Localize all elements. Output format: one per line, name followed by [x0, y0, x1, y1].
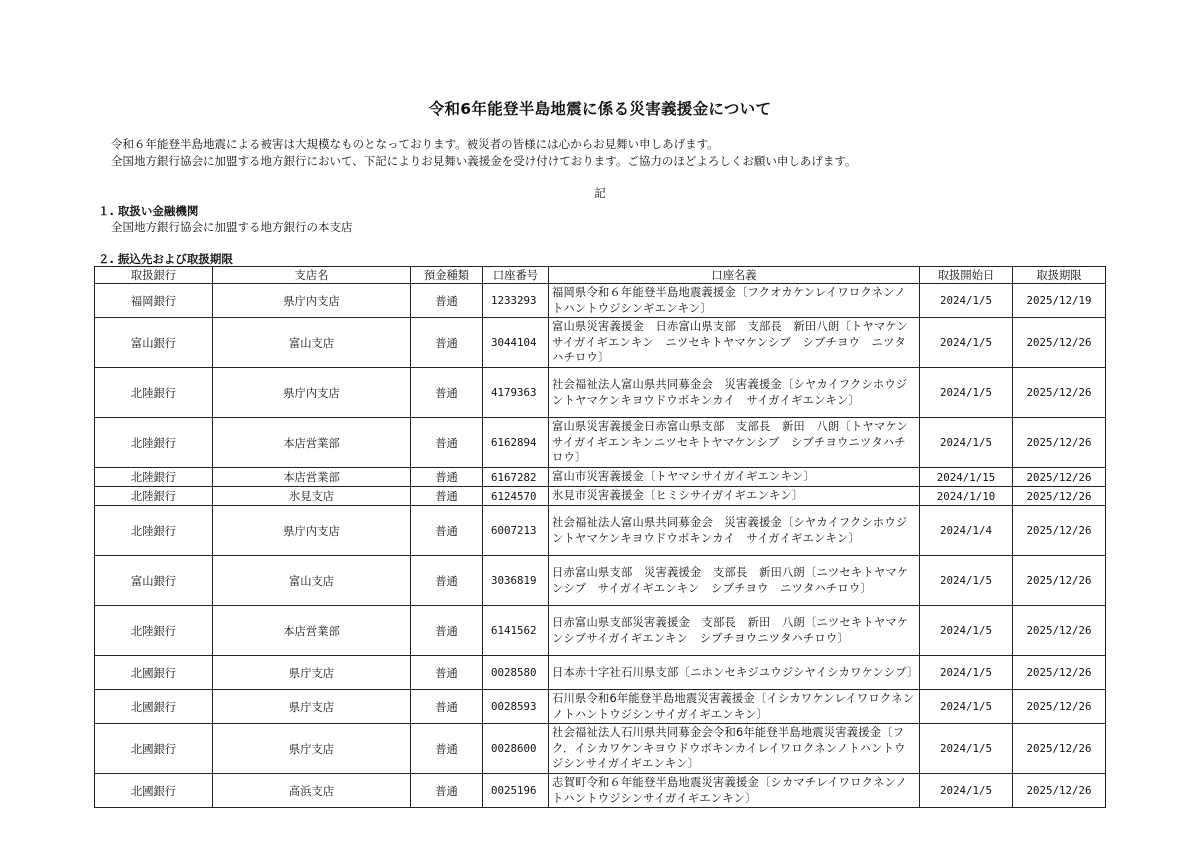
intro-line-1: 令和６年能登半島地震による被害は大規模なものとなっております。被災者の皆様には心からお見舞い申しあげます。: [111, 137, 719, 151]
cell-start-date: 2024/1/5: [920, 606, 1013, 656]
table-row: [95, 318, 1106, 368]
cell-account-number: 0028580: [483, 656, 549, 690]
cell-branch: 県庁支店: [213, 724, 411, 774]
cell-bank: 北陸銀行: [95, 368, 213, 418]
cell-bank: 北陸銀行: [95, 606, 213, 656]
cell-account-holder: 社会福祉法人富山県共同募金会 災害義援金〔シヤカイフクシホウジントヤマケンキヨウドウボキンカイ サイガイギエンキン〕: [549, 506, 920, 556]
cell-bank: 北陸銀行: [95, 468, 213, 487]
cell-account-holder: 富山市災害義援金〔トヤマシサイガイギエンキン〕: [549, 468, 920, 487]
cell-account-holder: 富山県災害義援金 日赤富山県支部 支部長 新田八朗〔トヤマケンサイガイギエンキン ニツセキトヤマケンシブ シブチヨウ ニツタハチロウ〕: [549, 318, 920, 368]
cell-end-date: 2025/12/26: [1013, 656, 1106, 690]
header-account-holder: 口座名義: [549, 267, 920, 284]
cell-branch: 県庁内支店: [213, 284, 411, 318]
cell-account-number: 6162894: [483, 418, 549, 468]
cell-account-number: 6007213: [483, 506, 549, 556]
cell-account-holder: 日赤富山県支部 災害義援金 支部長 新田八朗〔ニツセキトヤマケンシブ サイガイギエンキン シブチヨウ ニツタハチロウ〕: [549, 556, 920, 606]
header-bank: 取扱銀行: [95, 267, 213, 284]
cell-deposit-type: 普通: [411, 487, 483, 506]
cell-deposit-type: 普通: [411, 368, 483, 418]
cell-end-date: 2025/12/26: [1013, 506, 1106, 556]
cell-bank: 福岡銀行: [95, 284, 213, 318]
cell-account-number: 0028600: [483, 724, 549, 774]
section1-body: 全国地方銀行協会に加盟する地方銀行の本支店: [111, 220, 353, 234]
cell-branch: 県庁支店: [213, 656, 411, 690]
cell-account-number: 3036819: [483, 556, 549, 606]
cell-account-number: 6124570: [483, 487, 549, 506]
cell-account-holder: 社会福祉法人石川県共同募金会令和6年能登半島地震災害義援金〔フク．イシカワケンキヨウドウボキンカイレイワロクネンノトハントウジシンサイガイギエンキン〕: [549, 724, 920, 774]
cell-bank: 富山銀行: [95, 556, 213, 606]
cell-account-number: 4179363: [483, 368, 549, 418]
cell-branch: 本店営業部: [213, 606, 411, 656]
cell-deposit-type: 普通: [411, 774, 483, 808]
cell-branch: 富山支店: [213, 556, 411, 606]
cell-branch: 本店営業部: [213, 468, 411, 487]
cell-bank: 北國銀行: [95, 690, 213, 724]
table-body: [95, 284, 1106, 808]
table-row: [95, 487, 1106, 506]
header-account-number: 口座番号: [483, 267, 549, 284]
cell-account-holder: 社会福祉法人富山県共同募金会 災害義援金〔シヤカイフクシホウジントヤマケンキヨウドウボキンカイ サイガイギエンキン〕: [549, 368, 920, 418]
cell-start-date: 2024/1/5: [920, 556, 1013, 606]
cell-end-date: 2025/12/26: [1013, 418, 1106, 468]
cell-end-date: 2025/12/26: [1013, 724, 1106, 774]
table-row: [95, 724, 1106, 774]
cell-deposit-type: 普通: [411, 318, 483, 368]
cell-deposit-type: 普通: [411, 506, 483, 556]
cell-end-date: 2025/12/26: [1013, 556, 1106, 606]
cell-deposit-type: 普通: [411, 724, 483, 774]
cell-deposit-type: 普通: [411, 606, 483, 656]
cell-end-date: 2025/12/26: [1013, 690, 1106, 724]
cell-start-date: 2024/1/5: [920, 418, 1013, 468]
table-row: [95, 468, 1106, 487]
cell-branch: 富山支店: [213, 318, 411, 368]
cell-start-date: 2024/1/4: [920, 506, 1013, 556]
cell-start-date: 2024/1/10: [920, 487, 1013, 506]
section1-heading: １. 取扱い金融機関: [98, 204, 199, 218]
cell-end-date: 2025/12/26: [1013, 468, 1106, 487]
page-title: 令和6年能登半島地震に係る災害義援金について: [428, 100, 772, 118]
table-row: [95, 556, 1106, 606]
cell-start-date: 2024/1/15: [920, 468, 1013, 487]
cell-start-date: 2024/1/5: [920, 284, 1013, 318]
cell-account-holder: 日赤富山県支部災害義援金 支部長 新田 八朗〔ニツセキトヤマケンシブサイガイギエンキン シブチヨウニツタハチロウ〕: [549, 606, 920, 656]
header-deposit-type: 預金種類: [411, 267, 483, 284]
cell-account-holder: 日本赤十字社石川県支部〔ニホンセキジユウジシヤイシカワケンシブ〕: [549, 656, 920, 690]
cell-deposit-type: 普通: [411, 656, 483, 690]
cell-end-date: 2025/12/26: [1013, 487, 1106, 506]
cell-bank: 富山銀行: [95, 318, 213, 368]
cell-branch: 本店営業部: [213, 418, 411, 468]
cell-start-date: 2024/1/5: [920, 774, 1013, 808]
cell-bank: 北陸銀行: [95, 418, 213, 468]
cell-bank: 北國銀行: [95, 774, 213, 808]
table-row: [95, 774, 1106, 808]
cell-start-date: 2024/1/5: [920, 656, 1013, 690]
cell-branch: 高浜支店: [213, 774, 411, 808]
cell-end-date: 2025/12/26: [1013, 368, 1106, 418]
cell-start-date: 2024/1/5: [920, 368, 1013, 418]
cell-bank: 北陸銀行: [95, 487, 213, 506]
cell-branch: 県庁内支店: [213, 506, 411, 556]
cell-account-holder: 石川県令和6年能登半島地震災害義援金〔イシカワケンレイワロクネンノトハントウジシンサイガイギエンキン〕: [549, 690, 920, 724]
cell-start-date: 2024/1/5: [920, 724, 1013, 774]
cell-bank: 北國銀行: [95, 724, 213, 774]
table-header-row: [95, 267, 1106, 284]
cell-start-date: 2024/1/5: [920, 690, 1013, 724]
cell-account-number: 6167282: [483, 468, 549, 487]
table-row: [95, 418, 1106, 468]
cell-account-number: 3044104: [483, 318, 549, 368]
header-branch: 支店名: [213, 267, 411, 284]
cell-account-holder: 福岡県令和６年能登半島地震義援金〔フクオカケンレイワロクネンノトハントウジシンギエンキン〕: [549, 284, 920, 318]
cell-end-date: 2025/12/26: [1013, 774, 1106, 808]
section2-heading: ２. 振込先および取扱期限: [98, 252, 233, 266]
cell-deposit-type: 普通: [411, 556, 483, 606]
cell-start-date: 2024/1/5: [920, 318, 1013, 368]
cell-account-holder: 富山県災害義援金日赤富山県支部 支部長 新田 八朗〔トヤマケンサイガイギエンキンニツセキトヤマケンシブ シブチヨウニツタハチロウ〕: [549, 418, 920, 468]
header-start-date: 取扱開始日: [920, 267, 1013, 284]
cell-account-number: 1233293: [483, 284, 549, 318]
cell-deposit-type: 普通: [411, 284, 483, 318]
cell-account-number: 0025196: [483, 774, 549, 808]
table-row: [95, 606, 1106, 656]
cell-account-holder: 氷見市災害義援金〔ヒミシサイガイギエンキン〕: [549, 487, 920, 506]
table-row: [95, 368, 1106, 418]
cell-branch: 氷見支店: [213, 487, 411, 506]
cell-account-holder: 志賀町令和６年能登半島地震災害義援金〔シカマチレイワロクネンノトハントウジシンサイガイギエンキン〕: [549, 774, 920, 808]
cell-deposit-type: 普通: [411, 418, 483, 468]
cell-account-number: 0028593: [483, 690, 549, 724]
cell-end-date: 2025/12/26: [1013, 606, 1106, 656]
ki-heading: 記: [594, 186, 606, 200]
cell-end-date: 2025/12/26: [1013, 318, 1106, 368]
intro-line-2: 全国地方銀行協会に加盟する地方銀行において、下記によりお見舞い義援金を受け付けております。ご協力のほどよろしくお願い申しあげます。: [111, 154, 857, 168]
cell-bank: 北國銀行: [95, 656, 213, 690]
cell-end-date: 2025/12/19: [1013, 284, 1106, 318]
cell-deposit-type: 普通: [411, 690, 483, 724]
header-end-date: 取扱期限: [1013, 267, 1106, 284]
table-row: [95, 506, 1106, 556]
cell-deposit-type: 普通: [411, 468, 483, 487]
table-row: [95, 690, 1106, 724]
donation-account-table: [94, 266, 1106, 808]
table-row: [95, 284, 1106, 318]
cell-bank: 北陸銀行: [95, 506, 213, 556]
cell-branch: 県庁内支店: [213, 368, 411, 418]
cell-branch: 県庁支店: [213, 690, 411, 724]
table-row: [95, 656, 1106, 690]
cell-account-number: 6141562: [483, 606, 549, 656]
intro-text: [111, 136, 856, 170]
